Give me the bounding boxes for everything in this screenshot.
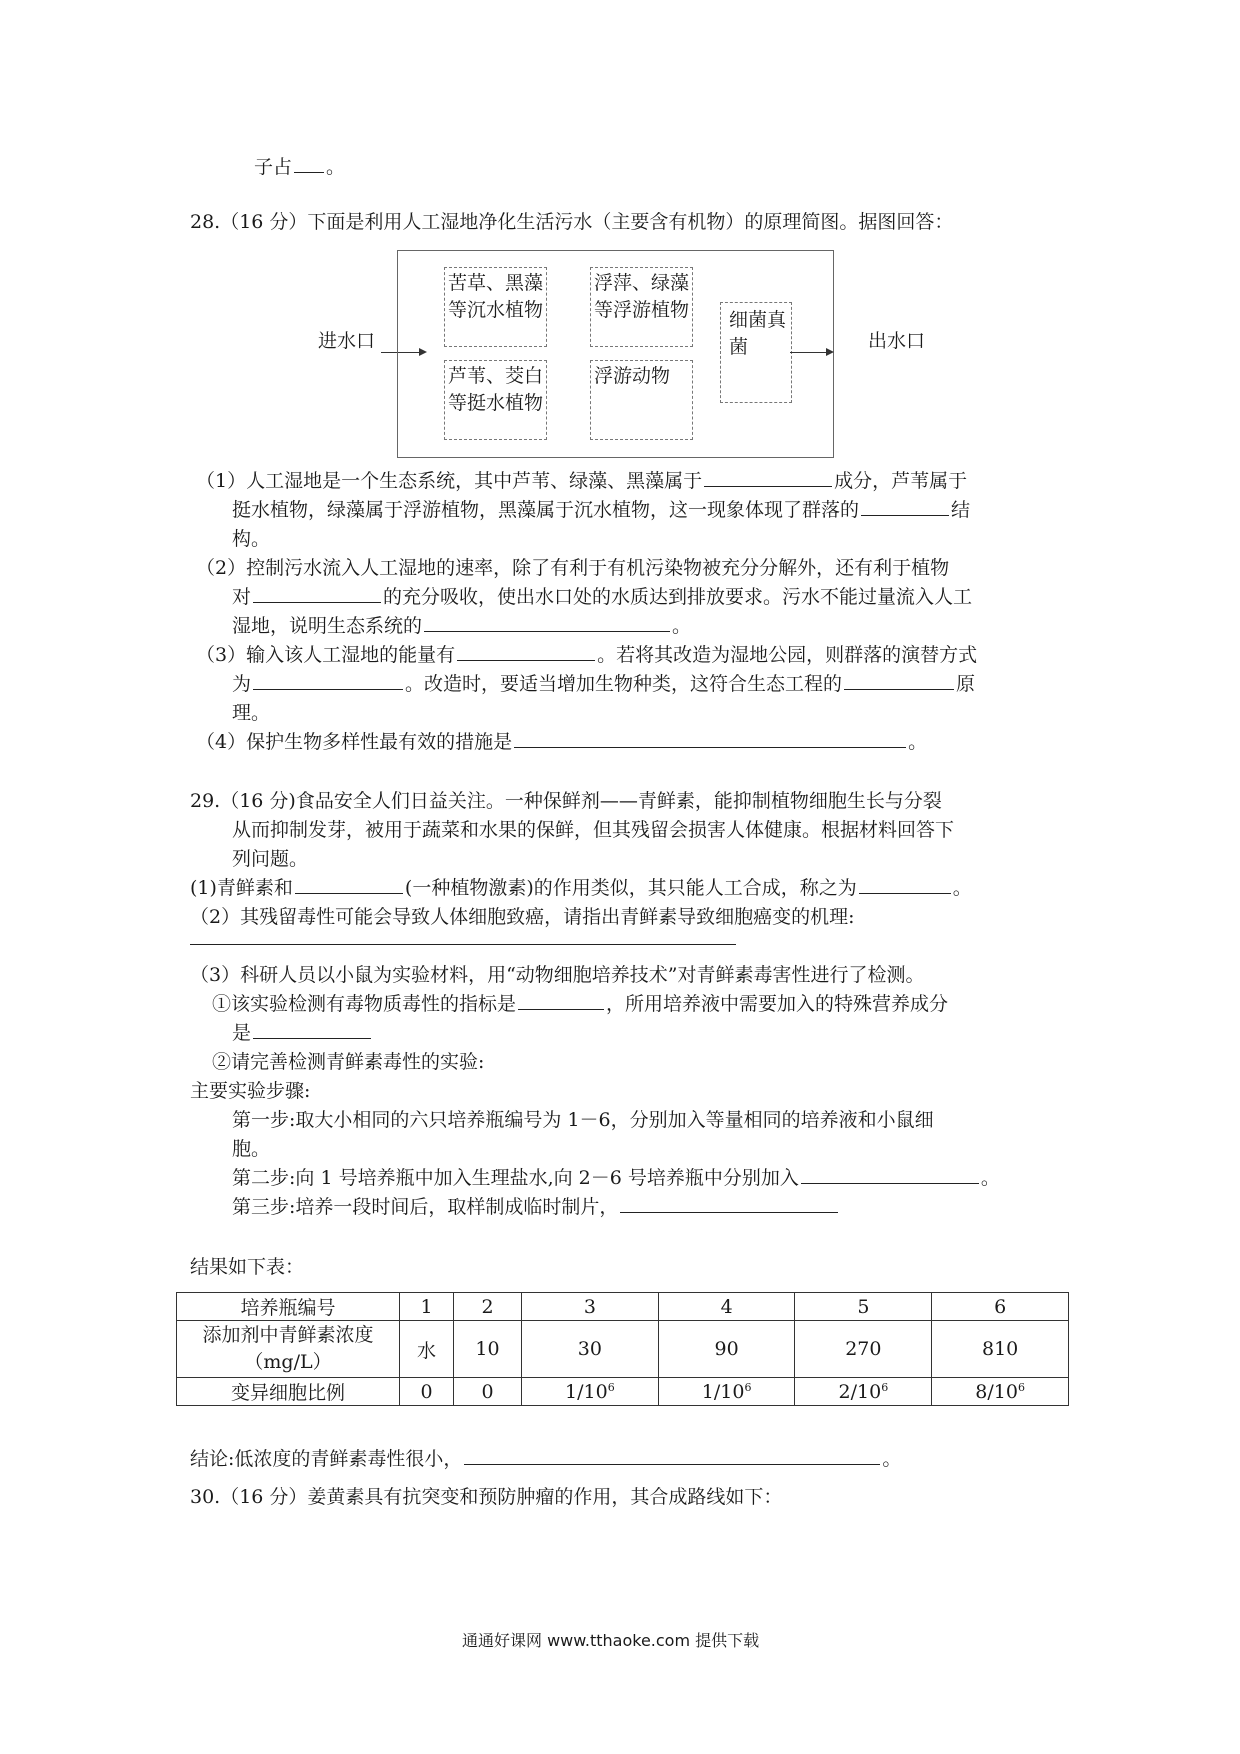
table-cell: 30 [521, 1321, 658, 1378]
table-cell: $8/10^6$ [932, 1378, 1069, 1406]
row-header: 培养瓶编号 [177, 1293, 400, 1321]
inlet-label: 进水口 [318, 330, 376, 352]
table-row [177, 1378, 1069, 1406]
table-cell: 0 [400, 1378, 454, 1406]
q28-p3-line2: 为 。改造时，要适当增加生物种类，这符合生态工程的 原 [232, 673, 976, 695]
answer-line[interactable] [190, 944, 736, 945]
q29-p3-1-cont: 是 [232, 1018, 373, 1045]
step2: 第二步:向 1 号培养瓶中加入生理盐水,向 2－6 号培养瓶中分别加入 。 [232, 1167, 1000, 1189]
outlet-arrow [790, 352, 832, 353]
q28-p2-line3: 湿地，说明生态系统的 。 [232, 615, 692, 637]
answer-blank[interactable] [844, 688, 954, 690]
table-cell: 10 [454, 1321, 522, 1378]
box-floating-animals: 浮游动物 [590, 360, 693, 440]
answer-blank[interactable] [295, 892, 403, 894]
box-submerged-plants: 苦草、黑藻等沉水植物 [444, 267, 547, 347]
table-cell: 0 [454, 1378, 522, 1406]
answer-blank[interactable] [518, 1008, 604, 1010]
table-cell: $2/10^6$ [795, 1378, 932, 1406]
page-footer: 通通好课网 www.tthaoke.com 提供下载 [462, 1631, 760, 1650]
answer-blank[interactable] [253, 1037, 371, 1039]
table-cell: $1/10^6$ [658, 1378, 795, 1406]
q29-p3-2: ②请完善检测青鲜素毒性的实验: [212, 1051, 485, 1073]
row-header: 添加剂中青鲜素浓度 （mg/L） [177, 1321, 400, 1378]
q28-p1-line1: （1）人工湿地是一个生态系统，其中芦苇、绿藻、黑藻属于 成分，芦苇属于 [196, 470, 968, 492]
step1-line2: 胞。 [232, 1138, 271, 1160]
table-cell: 1 [400, 1293, 454, 1321]
table-row [177, 1321, 1069, 1378]
table-cell: $1/10^6$ [521, 1378, 658, 1406]
step1-line1: 第一步:取大小相同的六只培养瓶编号为 1－6，分别加入等量相同的培养液和小鼠细 [232, 1109, 934, 1131]
q29-p3-1: ①该实验检测有毒物质毒性的指标是 ，所用培养液中需要加入的特殊营养成分 [212, 993, 949, 1015]
q28-p3-line1: （3）输入该人工湿地的能量有 。若将其改造为湿地公园，则群落的演替方式 [196, 644, 978, 666]
table-cell: 3 [521, 1293, 658, 1321]
result-title: 结果如下表： [190, 1256, 305, 1278]
q29-intro-line1: 29.（16 分)食品安全人们日益关注。一种保鲜剂——青鲜素，能抑制植物细胞生长与分裂 [190, 790, 942, 812]
answer-blank[interactable] [424, 630, 670, 632]
answer-blank[interactable] [253, 688, 403, 690]
answer-blank[interactable] [514, 746, 906, 748]
table-cell: 水 [400, 1321, 454, 1378]
q28-p3-line3: 理。 [232, 702, 271, 724]
answer-blank[interactable] [861, 514, 949, 516]
answer-blank[interactable] [294, 171, 324, 173]
answer-blank[interactable] [859, 892, 951, 894]
q29-p2: （2）其残留毒性可能会导致人体细胞致癌，请指出青鲜素导致细胞癌变的机理: [190, 906, 855, 928]
q28-p1-line2: 挺水植物，绿藻属于浮游植物，黑藻属于沉水植物，这一现象体现了群落的 结 [232, 499, 971, 521]
q30-intro: 30.（16 分）姜黄素具有抗突变和预防肿瘤的作用，其合成路线如下： [190, 1486, 783, 1508]
continuation-line: 子占 。 [254, 156, 346, 178]
q28-p2-line1: （2）控制污水流入人工湿地的速率，除了有利于有机污染物被充分分解外，还有利于植物 [196, 557, 950, 579]
answer-blank[interactable] [704, 485, 832, 487]
table-cell: 2 [454, 1293, 522, 1321]
q28-p4: （4）保护生物多样性最有效的措施是 。 [196, 731, 928, 753]
q29-p1: (1)青鲜素和 (一种植物激素)的作用类似，其只能人工合成，称之为 。 [190, 877, 972, 899]
outlet-label: 出水口 [868, 330, 926, 352]
q28-p1-line3: 构。 [232, 528, 271, 550]
table-cell: 270 [795, 1321, 932, 1378]
box-bacteria-fungi: 细菌真菌 [720, 302, 792, 403]
q29-p3: （3）科研人员以小鼠为实验材料，用“动物细胞培养技术”对青鲜素毒害性进行了检测。 [190, 964, 925, 986]
table-cell: 4 [658, 1293, 795, 1321]
answer-blank[interactable] [620, 1211, 838, 1213]
table-cell: 90 [658, 1321, 795, 1378]
conclusion: 结论:低浓度的青鲜素毒性很小， 。 [190, 1448, 902, 1470]
answer-blank[interactable] [464, 1463, 880, 1465]
q28-p2-line2: 对 的充分吸收，使出水口处的水质达到排放要求。污水不能过量流入人工 [232, 586, 973, 608]
answer-blank[interactable] [457, 659, 595, 661]
q29-intro-line2: 从而抑制发芽，被用于蔬菜和水果的保鲜，但其残留会损害人体健康。根据材料回答下 [232, 819, 955, 841]
answer-blank[interactable] [801, 1182, 979, 1184]
table-cell: 5 [795, 1293, 932, 1321]
steps-title: 主要实验步骤: [190, 1080, 311, 1102]
table-cell: 6 [932, 1293, 1069, 1321]
table-cell: 810 [932, 1321, 1069, 1378]
answer-blank[interactable] [253, 601, 381, 603]
row-header: 变异细胞比例 [177, 1378, 400, 1406]
q29-intro-line3: 列问题。 [232, 848, 309, 870]
results-table [176, 1292, 1069, 1406]
step3: 第三步:培养一段时间后，取样制成临时制片， [232, 1192, 840, 1219]
box-emergent-plants: 芦苇、茭白等挺水植物 [444, 360, 547, 440]
box-floating-plants: 浮萍、绿藻等浮游植物 [590, 267, 693, 347]
table-row [177, 1293, 1069, 1321]
q28-intro: 28.（16 分）下面是利用人工湿地净化生活污水（主要含有机物）的原理简图。据图回答： [190, 211, 954, 233]
